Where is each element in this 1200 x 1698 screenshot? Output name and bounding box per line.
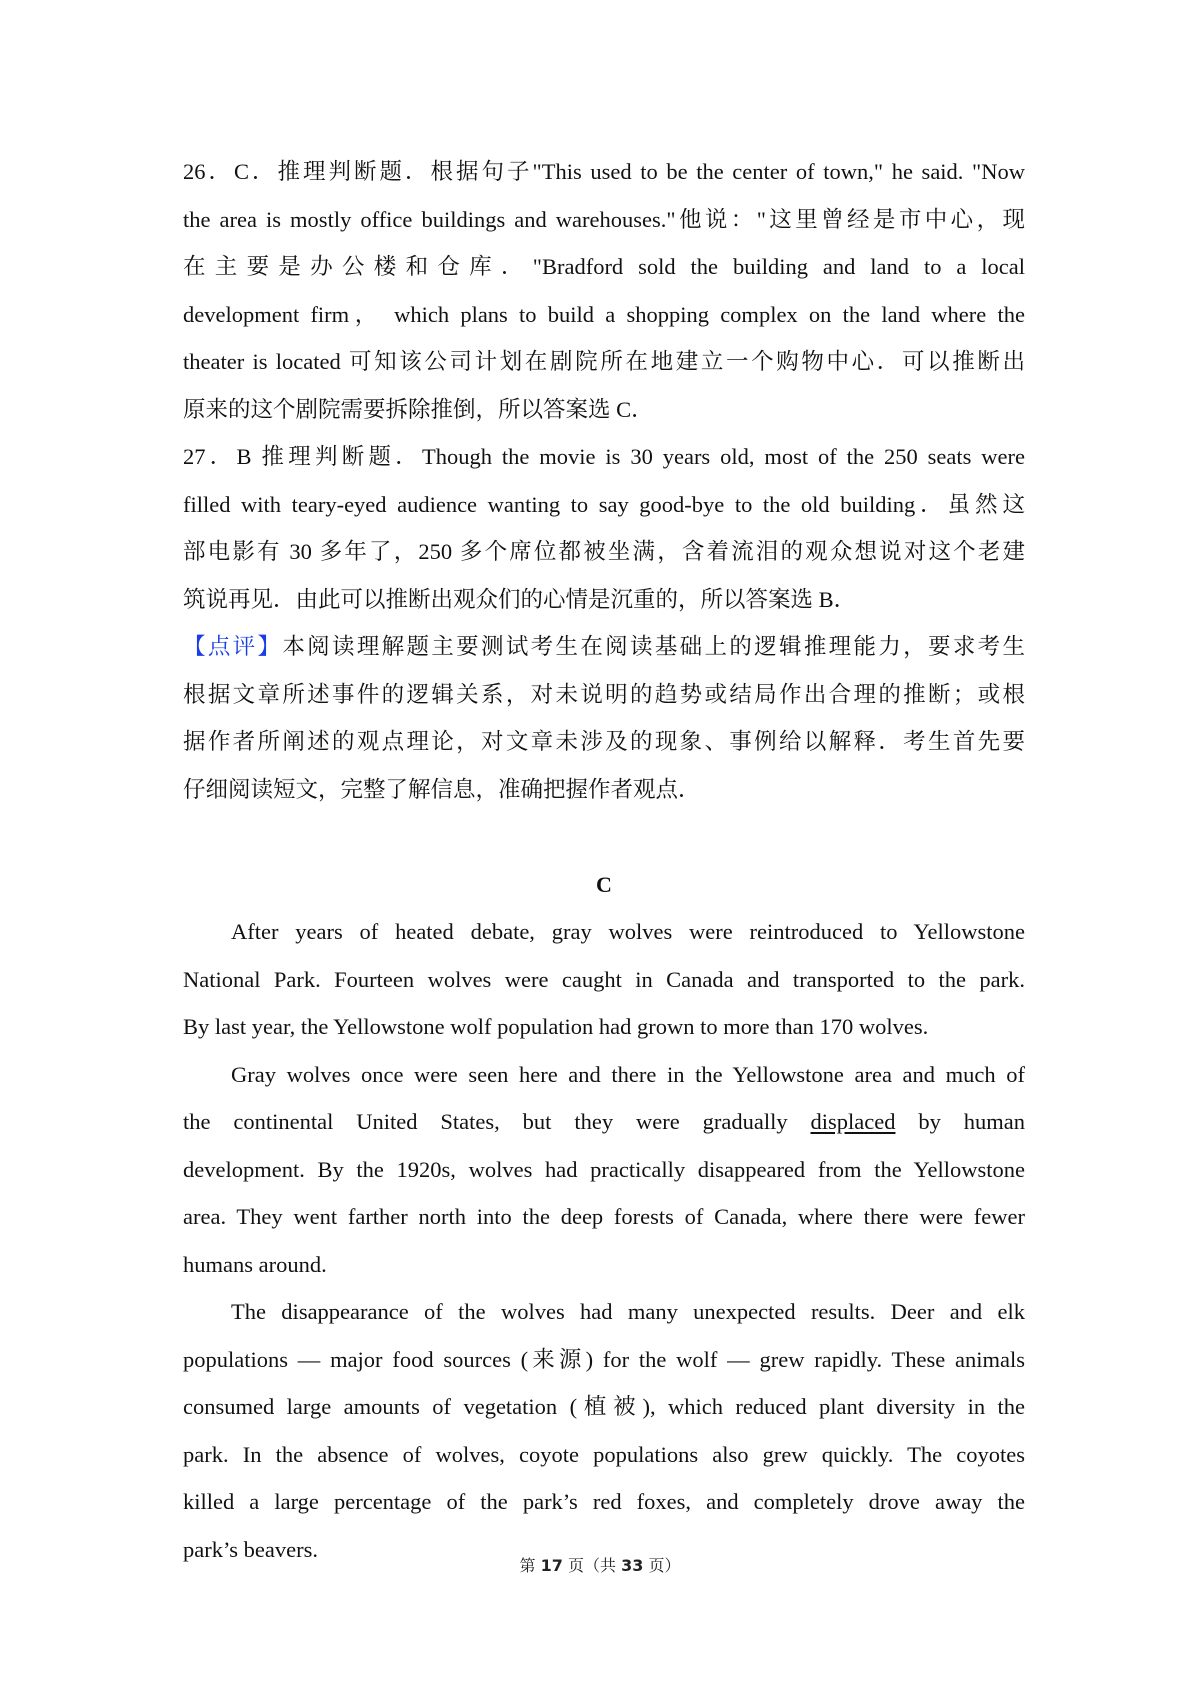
text-line: 部电影有 30 多年了，250 多个席位都被坐满，含着流泪的观众想说对这个老建 — [183, 539, 1025, 564]
text-line: populations — major food sources (来源) for the wolf — grew rapidly. These animals — [183, 1346, 1025, 1372]
current-page-number: 17 — [540, 1556, 563, 1575]
text-line: filled with teary-eyed audience wanting to say good-bye to the old building．虽然这 — [183, 491, 1025, 517]
text-line: area. They went farther north into the deep forests of Canada, where there were fewer — [183, 1204, 1025, 1229]
text-line: park’s beavers. — [183, 1536, 318, 1562]
text-line: 根据文章所述事件的逻辑关系，对未说明的趋势或结局作出合理的推断；或根 — [183, 681, 1025, 707]
page-content — [183, 148, 1025, 1573]
text-line: 27．B 推理判断题．Though the movie is 30 years old, most of the 250 seats were — [183, 444, 1025, 469]
text-line: Gray wolves once were seen here and there in the Yellowstone area and much of — [231, 1061, 1025, 1087]
text-line: 原来的这个剧院需要拆除推倒，所以答案选 C． — [183, 396, 654, 422]
text-line: By last year, the Yellowstone wolf population had grown to more than 170 wolves. — [183, 1014, 929, 1039]
spacer — [183, 813, 1025, 861]
text-segment: by human — [918, 1109, 1025, 1134]
passage-paragraph-1 — [183, 908, 1025, 1051]
text-line: development firm， which plans to build a shopping complex on the land where the — [183, 301, 1025, 327]
total-page-count: 33 — [621, 1556, 644, 1575]
footer-middle: 页（共 — [562, 1556, 622, 1575]
text-line: 筑说再见．由此可以推断出观众们的心情是沉重的，所以答案选 B． — [183, 586, 857, 612]
answer-27-explanation — [183, 433, 1025, 623]
section-title: C — [596, 871, 612, 897]
text-line: killed a large percentage of the park’s red foxes, and completely drove away the — [183, 1489, 1025, 1514]
text-line: development. By the 1920s, wolves had practically disappeared from the Yellowstone — [183, 1156, 1025, 1182]
comment-first-line: 本阅读理解题主要测试考生在阅读基础上的逻辑推理能力，要求考生 — [282, 634, 1025, 659]
comment-block — [183, 623, 1025, 813]
text-line: humans around. — [183, 1251, 327, 1277]
footer-suffix: 页） — [643, 1556, 681, 1575]
underlined-word: displaced — [810, 1109, 896, 1134]
text-segment: the continental United States, but they were gradually — [183, 1109, 788, 1134]
text-line: After years of heated debate, gray wolves were reintroduced to Yellowstone — [231, 919, 1025, 944]
answer-26-explanation — [183, 148, 1025, 433]
page-footer — [0, 1553, 1200, 1576]
text-line: 据作者所阐述的观点理论，对文章未涉及的现象、事例给以解释．考生首先要 — [183, 729, 1025, 754]
text-line: 仔细阅读短文，完整了解信息，准确把握作者观点． — [183, 776, 701, 802]
text-line: theater is located 可知该公司计划在剧院所在地建立一个购物中心．可以推断出 — [183, 349, 1025, 374]
text-line: The disappearance of the wolves had many unexpected results. Deer and elk — [231, 1299, 1025, 1324]
text-line: National Park. Fourteen wolves were caught in Canada and transported to the park. — [183, 966, 1025, 992]
text-line — [183, 623, 1025, 671]
text-line: 在主要是办公楼和仓库．"Bradford sold the building and land to a local — [183, 254, 1025, 279]
text-line: consumed large amounts of vegetation (植被), which reduced plant diversity in the — [183, 1394, 1025, 1419]
passage-paragraph-2 — [183, 1051, 1025, 1289]
text-line: 26．C．推理判断题．根据句子"This used to be the center of town," he said. "Now — [183, 159, 1025, 184]
passage-paragraph-3 — [183, 1288, 1025, 1573]
comment-label: 【点评】 — [183, 634, 283, 659]
text-line — [183, 1098, 1025, 1146]
footer-prefix: 第 — [519, 1556, 541, 1575]
text-line: the area is mostly office buildings and warehouses."他说："这里曾经是市中心，现 — [183, 206, 1025, 232]
text-line: park. In the absence of wolves, coyote populations also grew quickly. The coyotes — [183, 1441, 1025, 1467]
